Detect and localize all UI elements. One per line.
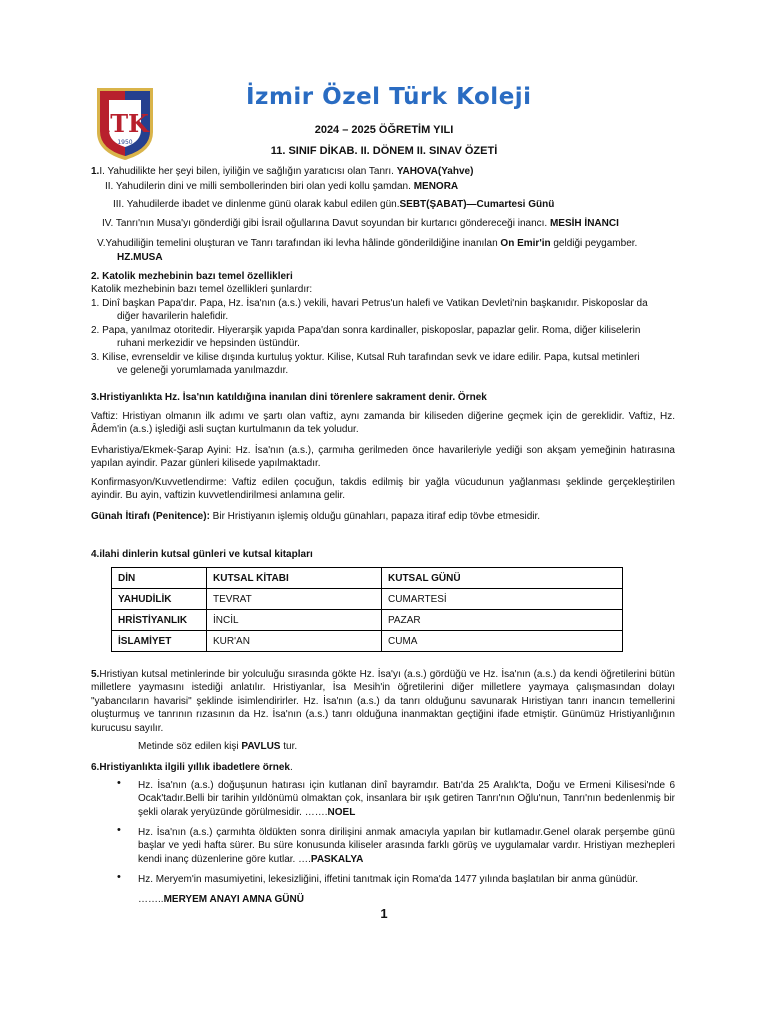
- s1-line-5-answer: HZ.MUSA: [117, 252, 163, 263]
- s1-line-1: 1.I. Yahudilikte her şeyi bilen, iyiliğin ve sağlığın yaratıcısı olan Tanrı. YAHOVA(Yahve): [91, 166, 474, 177]
- table-cell: CUMARTESİ: [382, 589, 623, 610]
- s2-intro: Katolik mezhebinin bazı temel özellikleri şunlardır:: [91, 284, 313, 295]
- svg-text:1950: 1950: [117, 139, 133, 146]
- table-cell: İSLAMİYET: [112, 631, 207, 652]
- school-name: İzmir Özel Türk Koleji: [246, 84, 532, 110]
- s3-title: 3.Hristiyanlıkta Hz. İsa'nın katıldığına inanılan dini törenlere sakrament denir. Örnek: [91, 392, 487, 403]
- s6-item-meryem: Hz. Meryem'in masumiyetini, lekesizliğini, iffetini tanıtmak için Roma'da 1477 yılında başlatılan bir anma günüdür.: [138, 874, 638, 885]
- table-header-row: [112, 568, 623, 589]
- table-header-cell: KUTSAL GÜNÜ: [382, 568, 623, 589]
- s1-line-3: III. Yahudilerde ibadet ve dinlenme günü olarak kabul edilen gün.SEBT(ŞABAT)—Cumartesi Günü: [113, 199, 555, 210]
- s3-evharistiya: Evharistiya/Ekmek-Şarap Ayini: Hz. İsa'nın (a.s.), çarmıha gerilmeden önce havarileriyle yediği son akşam yemeğinin hatırasına yapılan ayindir. Pazar günleri kilisede yapılmaktadır.: [91, 445, 675, 470]
- table-row: [112, 589, 623, 610]
- s6-item-meryem-answer: ……..MERYEM ANAYI AMNA GÜNÜ: [138, 894, 304, 905]
- table-cell: HRİSTİYANLIK: [112, 610, 207, 631]
- table-cell: TEVRAT: [207, 589, 382, 610]
- s4-title: 4.ilahi dinlerin kutsal günleri ve kutsal kitapları: [91, 549, 313, 560]
- s6-title: 6.Hristiyanlıkta ilgili yıllık ibadetlere örnek.: [91, 762, 293, 773]
- s1-line-2: II. Yahudilerin dini ve milli sembollerinden biri olan yedi kollu şamdan. MENORA: [105, 181, 459, 192]
- s5-paragraph: 5.Hristiyan kutsal metinlerinde bir yolculuğu sırasında gökte Hz. İsa'yı (a.s.) gördüğü ve Hz. İsa'nın (a.s.) da kendi öğretilerini bütün milletlere yaymasını istediği anlatılır. Hristiyanlar, İsa Mesih'in öğretilerini diğer milletlere yaymaya çalışmasından dolayı "yabancıların havarisi" şeklinde isimlendirirler. Hz. İsa'nın (a.s.) da tanrı olduğunu savunarak Hıristiyan tanrı inancın temellerini oluşturmuş ve tanrının rızasının da Hz. İsa'nın (a.s.) tanrı olduğuna inanmaktan geçtiğini ifade etmiştir. Günümüz Hristiyanlığının kurucusu sayılır.: [91, 669, 675, 734]
- table-cell: CUMA: [382, 631, 623, 652]
- bullet-icon: •: [117, 777, 121, 789]
- s2-item-2-cont: ruhani merkezidir ve hepsinden üstündür.: [117, 338, 300, 349]
- table-cell: KUR'AN: [207, 631, 382, 652]
- s3-vaftiz: Vaftiz: Hristiyan olmanın ilk adımı ve şartı olan vaftiz, aynı zamanda bir kiliseden diğerine geçmek için de gereklidir. Vaftiz, Hz. Âdem'in (a.s.) işlediği asli suçtan kurtulmanın da tek yoludur.: [91, 411, 675, 436]
- holy-books-table: [111, 567, 623, 652]
- s6-item-noel: Hz. İsa'nın (a.s.) doğuşunun hatırası için kutlanan dinî bayramdır. Batı'da 25 Aralık'ta, Doğu ve Ermeni Kilisesi'nde 6 Ocak'tadır.Belli bir tarihin yıldönümü olmaktan çok, insanlara bir ışık getiren Tanrı'nın Oğlu'nun, Tanrı'nın bedenlenmiş bir şekli olarak yeryüzünde görülmesidir. …….NOEL: [138, 780, 675, 818]
- table-cell: YAHUDİLİK: [112, 589, 207, 610]
- s3-gunah: Günah İtirafı (Penitence): Bir Hristiyanın işlemiş olduğu günahları, papaza itiraf edip tövbe etmesidir.: [91, 511, 541, 522]
- s5-note: Metinde söz edilen kişi PAVLUS tur.: [138, 741, 298, 752]
- academic-year: 2024 – 2025 ÖĞRETİM YILI: [314, 124, 454, 136]
- s6-item-paskalya: Hz. İsa'nın (a.s.) çarmıhta öldükten sonra dirilişini anmak amacıyla yapılan bir kutlamadır.Genel olarak perşembe günü başlar ve yedi hafta sürer. Bu süre konusunda kiliseler arasında farklı görüş ve uygulamalar vardır. Hristiyan mezhepleri kendi inanç düzenlerine göre kutlar. ….PASKALYA: [138, 827, 675, 865]
- page-number: 1: [380, 906, 388, 921]
- table-cell: İNCİL: [207, 610, 382, 631]
- table-header-cell: KUTSAL KİTABI: [207, 568, 382, 589]
- table-cell: PAZAR: [382, 610, 623, 631]
- s1-line-5: V.Yahudiliğin temelini oluşturan ve Tanrı tarafından iki levha hâlinde gönderildiğine inanılan On Emir'in geldiği peygamber.: [97, 238, 638, 249]
- table-row: [112, 631, 623, 652]
- bullet-icon: •: [117, 824, 121, 836]
- table-row: [112, 610, 623, 631]
- s2-item-1-cont: diğer havarilerin halefidir.: [117, 311, 229, 322]
- table-header-cell: DİN: [112, 568, 207, 589]
- s2-item-1: 1. Dinî başkan Papa'dır. Papa, Hz. İsa'nın (a.s.) vekili, havari Petrus'un halefi ve Vatikan Devleti'nin başkanıdır. Piskoposlar da: [91, 298, 648, 309]
- exam-title: 11. SINIF DİKAB. II. DÖNEM II. SINAV ÖZETİ: [270, 145, 498, 157]
- s2-item-3-cont: ve geleneği yorumlamada yanılmazdır.: [117, 365, 289, 376]
- s2-item-2: 2. Papa, yanılmaz otoritedir. Hiyerarşik yapıda Papa'dan sonra kardinaller, piskoposlar, papazlar gelir. Roma, diğer kiliselerin: [91, 325, 641, 336]
- bullet-icon: •: [117, 871, 121, 883]
- s2-item-3: 3. Kilise, evrenseldir ve kilise dışında kurtuluş yoktur. Kilise, Kutsal Ruh tarafından sevk ve idare edilir. Papa, kutsal metinleri: [91, 352, 640, 363]
- s1-line-4: IV. Tanrı'nın Musa'yı gönderdiği gibi İsrail oğullarına Davut soyundan bir kurtarıcı göndereceği inancı. MESİH İNANCI: [102, 218, 619, 229]
- svg-text:iTK: iTK: [101, 109, 149, 138]
- s2-title: 2. Katolik mezhebinin bazı temel özellikleri: [91, 271, 293, 282]
- s3-konfirmasyon: Konfirmasyon/Kuvvetlendirme: Vaftiz edilen çocuğun, takdis edilmiş bir yağla vücudunun yağlanması şeklinde gerçekleştirilen ayindir. Bu ayin, vaftizin kuvvetlendirilmesi anlamına gelir.: [91, 477, 675, 502]
